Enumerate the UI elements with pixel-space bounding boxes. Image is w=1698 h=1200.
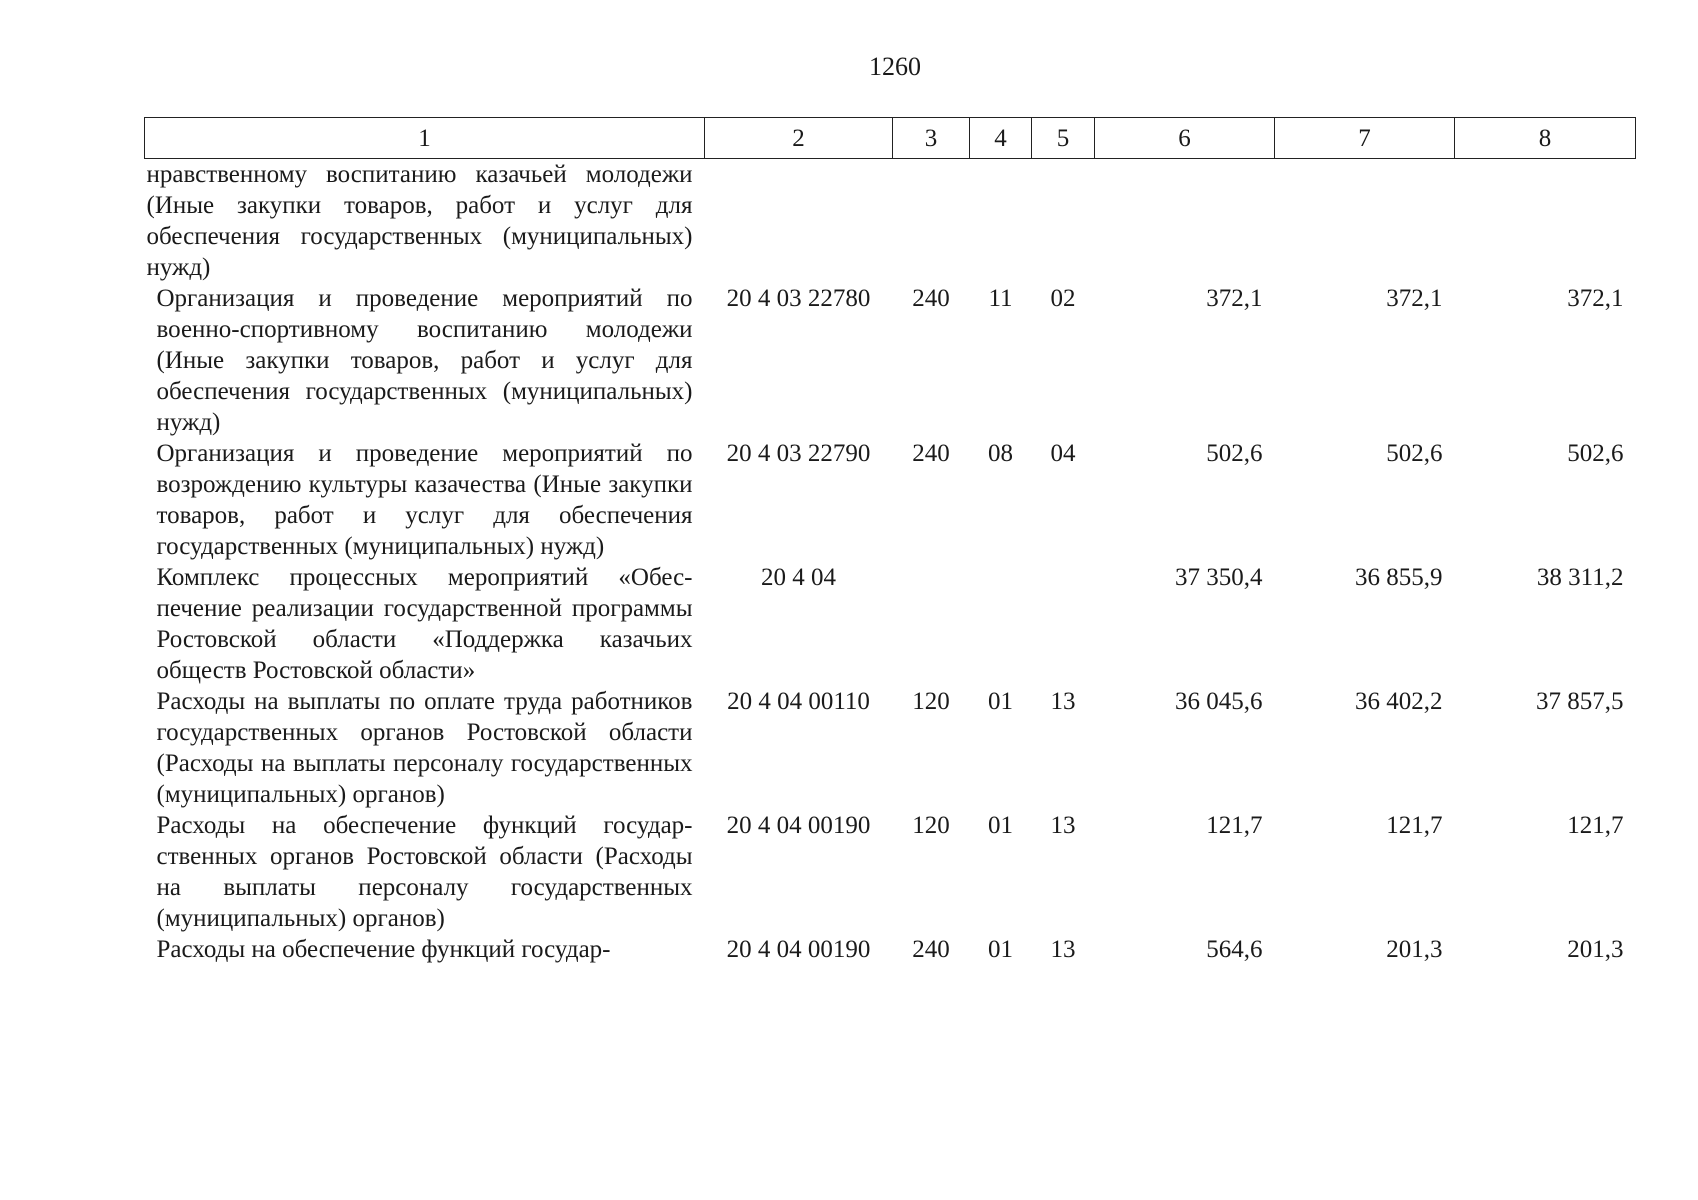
row-amount-col6: 36 045,6 xyxy=(1175,688,1263,715)
row-subsection: 04 xyxy=(1050,440,1076,467)
row-subsection: 13 xyxy=(1050,812,1076,839)
row-description: Расходы на обеспечение функций государственных органов Ростовской области (Расходы на выплаты персоналу государственных (муниципальных) органов) xyxy=(156,812,693,932)
row-amount-col8: 38 311,2 xyxy=(1536,564,1624,591)
row-amount-col6: 37 350,4 xyxy=(1175,564,1263,591)
row-amount-col7: 502,6 xyxy=(1386,440,1443,467)
table-row xyxy=(145,438,1636,562)
row-subsection: 13 xyxy=(1050,688,1076,715)
row-section: 11 xyxy=(988,285,1013,312)
row-amount-col6: 372,1 xyxy=(1206,285,1263,312)
row-description: Организация и проведение мероприятий по возрождению культуры казачества (Иные закупки товаров, работ и услуг для обеспечения государственных (муниципальных) нужд) xyxy=(156,440,693,560)
row-target-code: 20 4 04 00190 xyxy=(726,812,871,839)
row-target-code: 20 4 04 00110 xyxy=(727,688,870,715)
row-amount-col6: 564,6 xyxy=(1206,936,1263,963)
table-row xyxy=(145,562,1636,686)
row-expense-type: 120 xyxy=(912,812,950,839)
budget-table xyxy=(144,117,1636,965)
row-expense-type xyxy=(893,159,970,284)
row-description: Организация и проведение мероприятий по военно-спортивному воспитанию молодежи (Иные закупки товаров, работ и услуг для обеспечения государственных (муниципальных) нужд) xyxy=(156,285,693,436)
column-header-6: 6 xyxy=(1095,118,1275,159)
header-row xyxy=(145,118,1636,159)
row-amount-col8: 502,6 xyxy=(1567,440,1624,467)
row-amount-col7: 201,3 xyxy=(1386,936,1443,963)
row-amount-col8: 372,1 xyxy=(1567,285,1624,312)
row-section: 01 xyxy=(988,936,1013,963)
column-header-3: 3 xyxy=(893,118,970,159)
table-row xyxy=(145,686,1636,810)
row-amount-col6: 121,7 xyxy=(1206,812,1263,839)
row-section: 01 xyxy=(988,688,1013,715)
row-target-code: 20 4 04 00190 xyxy=(726,936,871,963)
row-section: 08 xyxy=(988,440,1013,467)
table-row xyxy=(145,159,1636,284)
row-section xyxy=(970,562,1032,686)
page-number: 1260 xyxy=(869,52,921,81)
column-header-2: 2 xyxy=(705,118,893,159)
row-description: Расходы на обеспечение функций государ- xyxy=(156,936,611,963)
table-row xyxy=(145,934,1636,965)
row-amount-col7 xyxy=(1275,159,1455,284)
row-amount-col7: 121,7 xyxy=(1386,812,1443,839)
row-expense-type: 120 xyxy=(912,688,950,715)
row-amount-col6: 502,6 xyxy=(1206,440,1263,467)
row-section xyxy=(970,159,1032,284)
row-amount-col8: 121,7 xyxy=(1567,812,1624,839)
row-target-code: 20 4 03 22790 xyxy=(726,440,871,467)
row-subsection: 02 xyxy=(1050,285,1076,312)
row-section: 01 xyxy=(988,812,1013,839)
row-target-code: 20 4 04 xyxy=(761,564,836,591)
column-header-7: 7 xyxy=(1275,118,1455,159)
row-subsection xyxy=(1032,159,1095,284)
row-description: нравственному воспитанию казачьей молодежи (Иные закупки товаров, работ и услуг для обеспечения государственных (муниципальных) нужд) xyxy=(146,161,693,281)
row-expense-type: 240 xyxy=(912,440,950,467)
row-target-code: 20 4 03 22780 xyxy=(726,285,871,312)
row-amount-col8 xyxy=(1455,159,1636,284)
column-header-5: 5 xyxy=(1032,118,1095,159)
row-expense-type xyxy=(893,562,970,686)
row-description: Комплекс процессных мероприятий «Обеспечение реализации государственной программы Ростовской области «Поддержка казачьих обществ Ростовской области» xyxy=(156,564,693,684)
row-expense-type: 240 xyxy=(912,285,950,312)
table-row xyxy=(145,810,1636,934)
column-header-4: 4 xyxy=(970,118,1032,159)
row-subsection xyxy=(1032,562,1095,686)
row-amount-col8: 37 857,5 xyxy=(1536,688,1624,715)
column-header-1: 1 xyxy=(145,118,705,159)
column-header-8: 8 xyxy=(1455,118,1636,159)
row-description: Расходы на выплаты по оплате труда работников государственных органов Ростовской области (Расходы на выплаты персоналу государственных (муниципальных) органов) xyxy=(156,688,693,808)
row-amount-col7: 372,1 xyxy=(1386,285,1443,312)
row-target-code xyxy=(705,159,893,284)
row-amount-col6 xyxy=(1095,159,1275,284)
table-row xyxy=(145,283,1636,438)
row-amount-col7: 36 402,2 xyxy=(1355,688,1443,715)
row-amount-col7: 36 855,9 xyxy=(1355,564,1443,591)
row-amount-col8: 201,3 xyxy=(1567,936,1624,963)
row-expense-type: 240 xyxy=(912,936,950,963)
row-subsection: 13 xyxy=(1050,936,1076,963)
